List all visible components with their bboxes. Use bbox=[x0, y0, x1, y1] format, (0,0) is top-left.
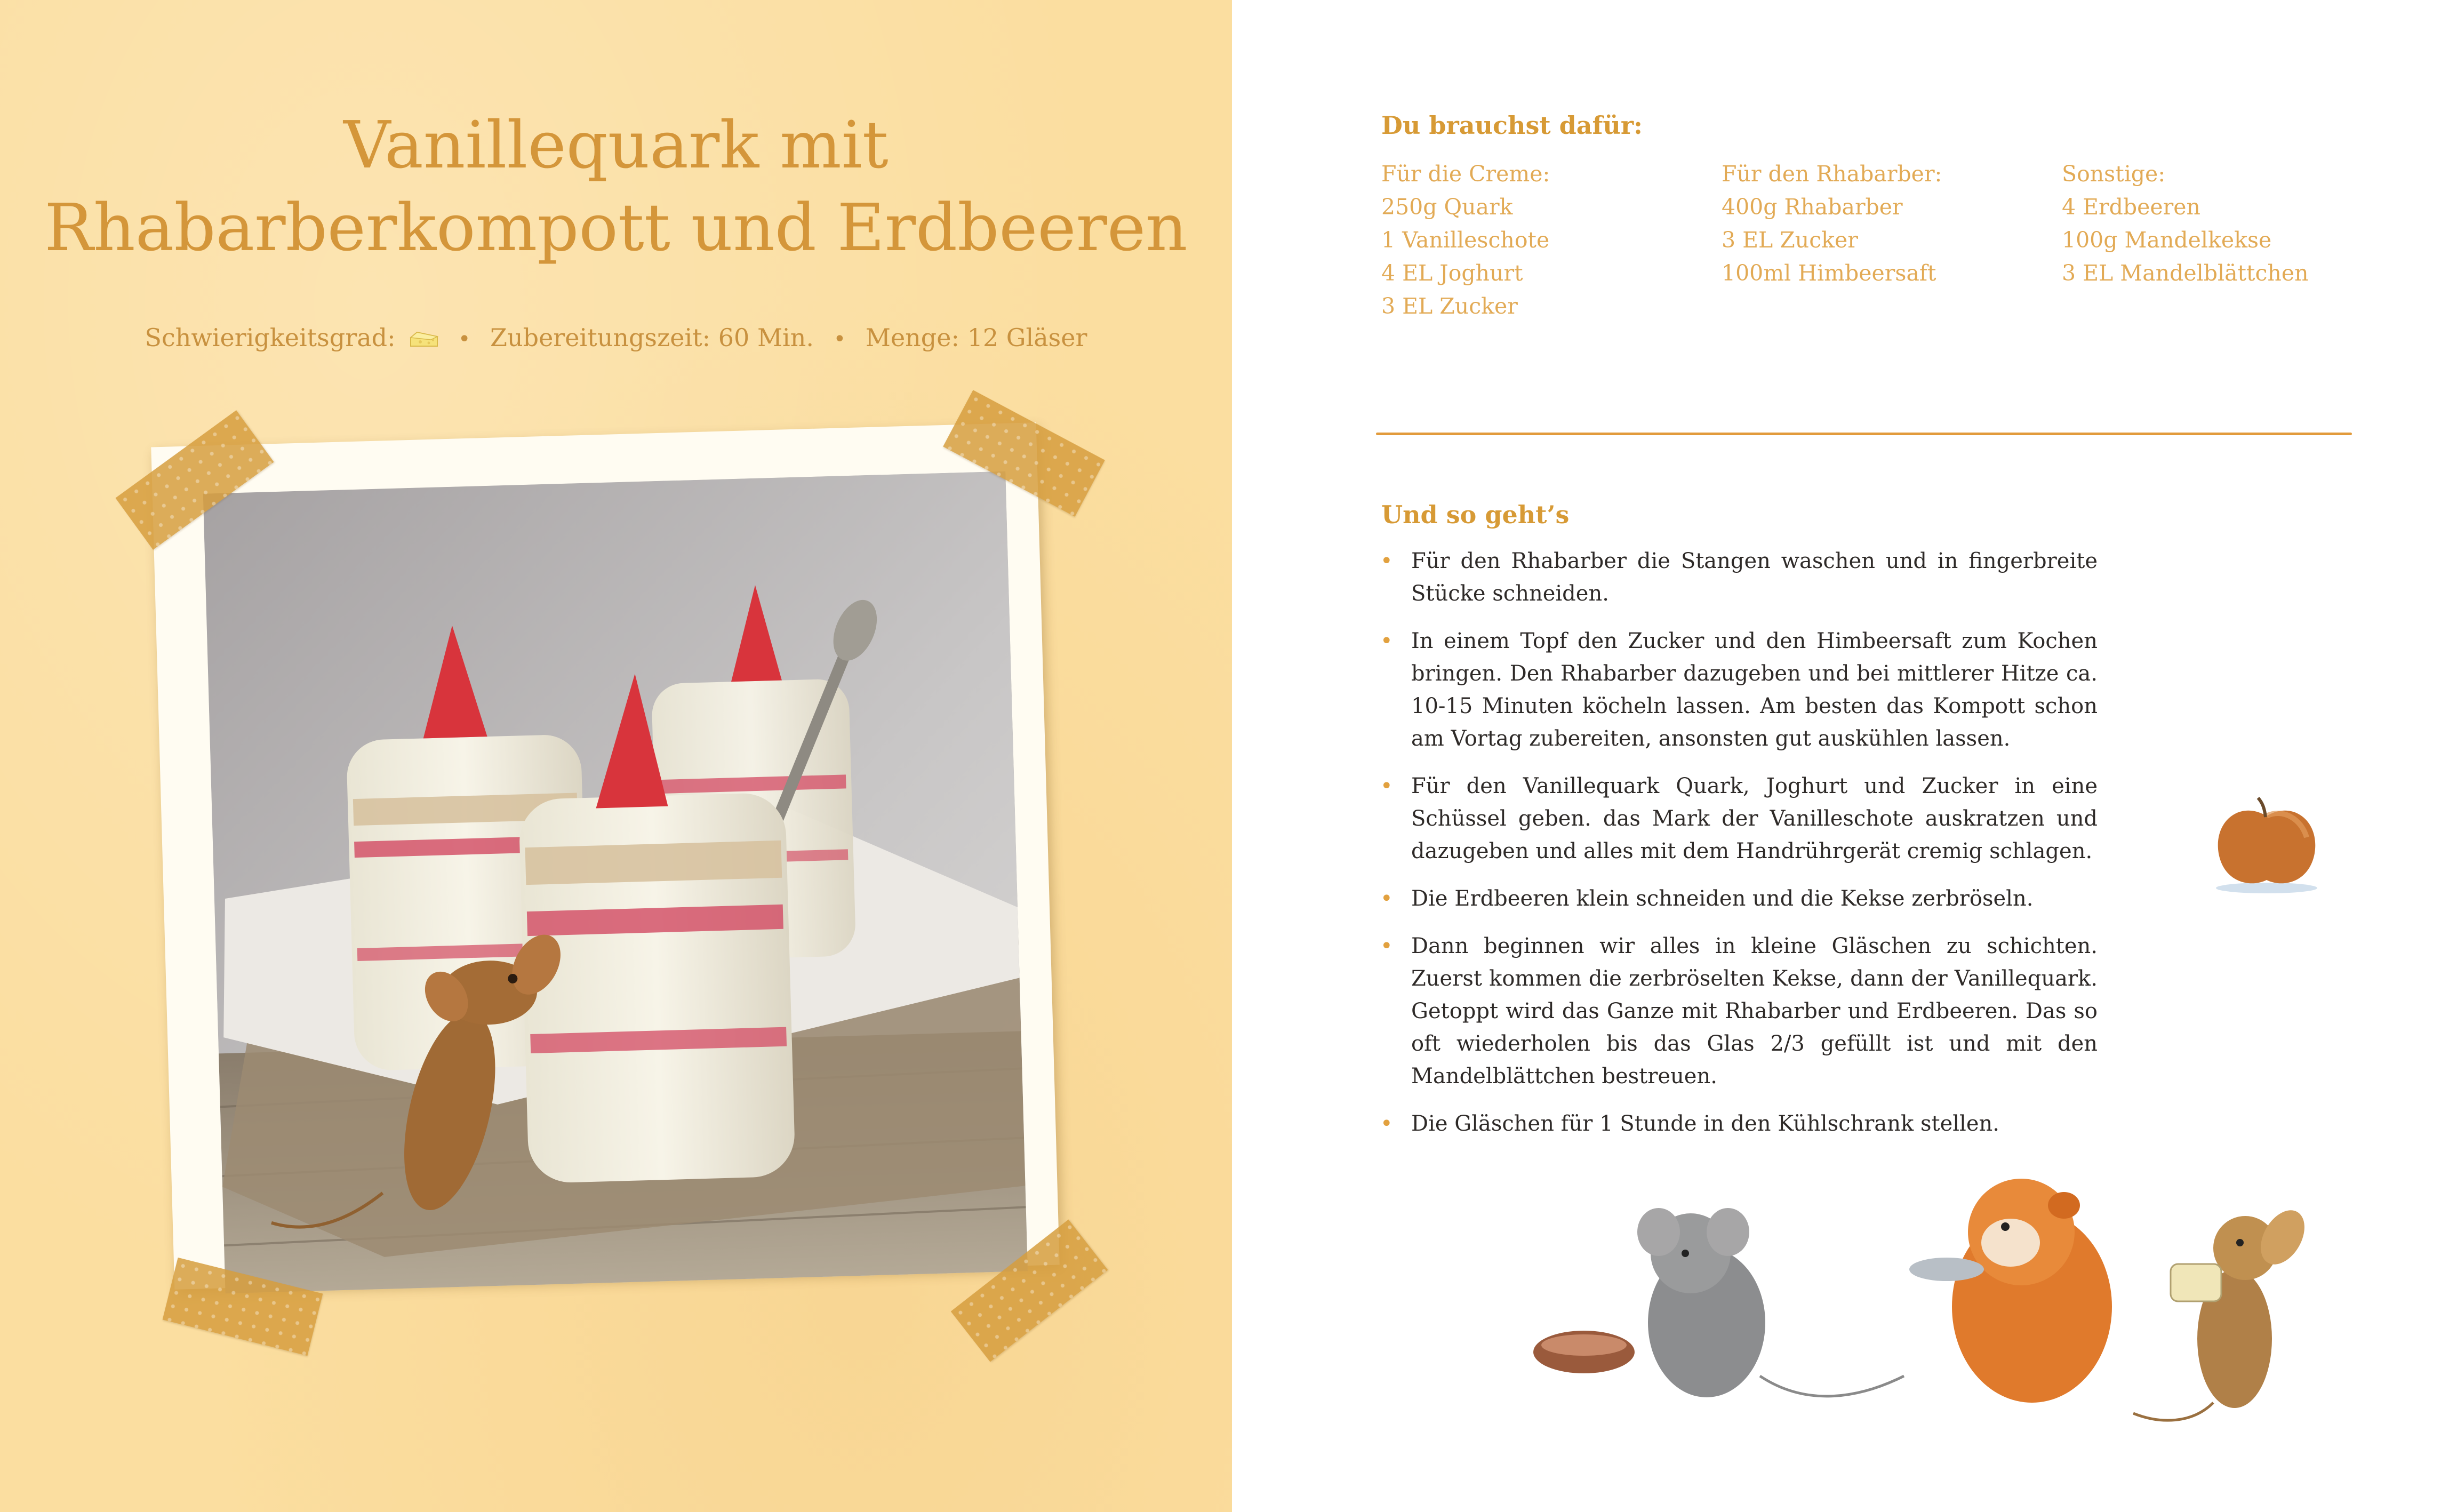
ingredients-heading: Du brauchst dafür: bbox=[1381, 111, 1643, 140]
step-text: In einem Topf den Zucker und den Himbeersaft zum Kochen bringen. Den Rhabarber dazugeben und bei mittlerer Hitze ca. 10-15 Minuten köcheln lassen. Am besten das Kompott schon am Vortag zubereiten, ansonsten gut auskühlen lassen. bbox=[1411, 629, 2098, 751]
ingredient-item: 3 EL Zucker bbox=[1381, 293, 1518, 319]
ingredient-item: 400g Rhabarber bbox=[1722, 194, 1903, 220]
difficulty-label: Schwierigkeitsgrad: bbox=[145, 323, 396, 352]
ingredient-group-title: Für die Creme: bbox=[1381, 161, 1550, 187]
step-item bbox=[1380, 930, 2098, 1093]
dessert-photo bbox=[203, 471, 1028, 1293]
ingredient-group-rhabarber bbox=[1722, 157, 2042, 290]
recipe-title-line-2: Rhabarberkompott und Erdbeeren bbox=[44, 190, 1188, 266]
step-item bbox=[1380, 625, 2098, 755]
amount: Menge: 12 Gläser bbox=[865, 323, 1087, 352]
cheese-icon bbox=[410, 330, 438, 348]
step-item bbox=[1380, 883, 2098, 915]
ingredient-item: 4 Erdbeeren bbox=[2062, 194, 2200, 220]
bullet: • bbox=[1380, 934, 1393, 958]
ingredient-group-sonstige bbox=[2062, 157, 2382, 290]
ingredient-item: 100g Mandelkekse bbox=[2062, 227, 2272, 253]
step-text: Die Erdbeeren klein schneiden und die Kekse zerbröseln. bbox=[1411, 886, 2034, 911]
ingredient-group-creme bbox=[1381, 157, 1701, 323]
animal-illustration bbox=[1531, 1173, 2341, 1440]
bullet: • bbox=[1380, 1111, 1393, 1136]
ingredient-item: 4 EL Joghurt bbox=[1381, 260, 1523, 286]
step-text: Dann beginnen wir alles in kleine Gläschen zu schichten. Zuerst kommen die zerbröselten Kekse, dann der Vanillequark. Getoppt wird das Ganze mit Rhabarber und Erdbeeren. Das so oft wiederholen bis das Glas 2/3 gefüllt ist und mit den Mandelblättchen bestreuen. bbox=[1411, 934, 2098, 1089]
meta-separator: • bbox=[458, 327, 471, 351]
prep-time: Zubereitungszeit: 60 Min. bbox=[490, 323, 814, 352]
bullet: • bbox=[1380, 886, 1393, 911]
ingredient-item: 3 EL Mandelblättchen bbox=[2062, 260, 2309, 286]
recipe-title-line-1: Vanillequark mit bbox=[343, 107, 889, 183]
steps-heading: Und so geht’s bbox=[1381, 500, 1570, 529]
ingredient-item: 3 EL Zucker bbox=[1722, 227, 1858, 253]
dessert-illustration bbox=[203, 471, 1028, 1293]
ingredient-item: 1 Vanilleschote bbox=[1381, 227, 1550, 253]
photo-frame bbox=[151, 422, 1059, 1290]
section-divider bbox=[1376, 433, 2352, 435]
recipe-meta bbox=[0, 319, 1232, 356]
step-text: Für den Rhabarber die Stangen waschen und in fingerbreite Stücke schneiden. bbox=[1411, 549, 2098, 606]
meta-separator: • bbox=[833, 327, 846, 351]
bullet: • bbox=[1380, 629, 1393, 653]
steps-list bbox=[1380, 545, 2098, 1155]
step-item bbox=[1380, 770, 2098, 868]
bullet: • bbox=[1380, 774, 1393, 798]
apple-illustration bbox=[2203, 779, 2331, 907]
step-text: Die Gläschen für 1 Stunde in den Kühlschrank stellen. bbox=[1411, 1111, 1999, 1136]
ingredient-group-title: Für den Rhabarber: bbox=[1722, 161, 1942, 187]
step-item bbox=[1380, 545, 2098, 610]
ingredient-item: 250g Quark bbox=[1381, 194, 1513, 220]
recipe-title bbox=[43, 104, 1189, 269]
ingredient-item: 100ml Himbeersaft bbox=[1722, 260, 1936, 286]
step-item bbox=[1380, 1108, 2098, 1140]
ingredient-group-title: Sonstige: bbox=[2062, 161, 2166, 187]
step-text: Für den Vanillequark Quark, Joghurt und Zucker in eine Schüssel geben. das Mark der Vanilleschote auskratzen und dazugeben und alles mit dem Handrührgerät cremig schlagen. bbox=[1411, 774, 2098, 863]
bullet: • bbox=[1380, 549, 1393, 573]
